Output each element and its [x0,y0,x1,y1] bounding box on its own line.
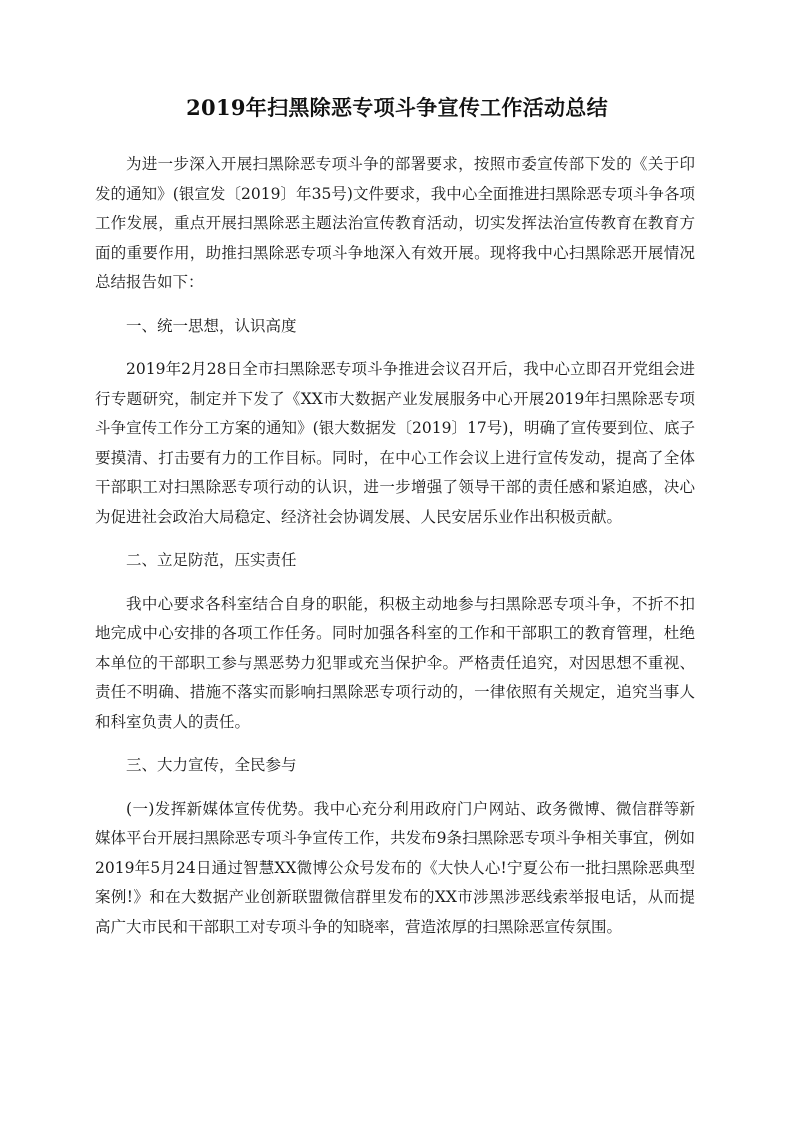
paragraph-spacer [95,298,695,312]
section-heading-1: 一、统一思想，认识高度 [126,316,297,335]
section-2-paragraph: 我中心要求各科室结合自身的职能，积极主动地参与扫黑除恶专项斗争，不折不扣地完成中心安排的各项工作任务。同时加强各科室的工作和干部职工的教育管理，杜绝本单位的干部职工参与黑恶势力犯罪或充当保护伞。严格责任追究，对因思想不重视、责任不明确、措施不落实而影响扫黑除恶专项行动的，一律依照有关规定，追究当事人和科室负责人的责任。 [95,594,695,731]
document-title: 2019年扫黑除恶专项斗争宣传工作活动总结 [186,95,608,120]
paragraph-spacer [95,576,695,590]
section-3-paragraph: (一)发挥新媒体宣传优势。我中心充分利用政府门户网站、政务微博、微信群等新媒体平台开展扫黑除恶专项斗争宣传工作，共发布9条扫黑除恶专项斗争相关事宜，例如2019年5月24日通过智慧XX微博公众号发布的《大快人心!宁夏公布一批扫黑除恶典型案例!》和在大数据产业创新联盟微信群里发布的XX市涉黑涉恶线索举报电话，从而提高广大市民和干部职工对专项斗争的知晓率，营造浓厚的扫黑除恶宣传氛围。 [95,799,695,936]
paragraph-spacer [95,737,695,751]
section-heading-3: 三、大力宣传，全民参与 [126,756,297,774]
section-heading-2: 二、立足防范，压实责任 [126,551,297,569]
paragraph-spacer [95,341,695,355]
section-1-paragraph: 2019年2月28日全市扫黑除恶专项斗争推进会议召开后，我中心立即召开党组会进行专题研究，制定并下发了《XX市大数据产业发展服务中心开展2019年扫黑除恶专项斗争宣传工作分工方案的通知》(银大数据发〔2019〕17号)，明确了宣传要到位、底子要摸清、打击要有力的工作目标。同时，在中心工作会议上进行宣传发动，提高了全体干部职工对扫黑除恶专项行动的认识，进一步增强了领导干部的责任感和紧迫感，决心为促进社会政治大局稳定、经济社会协调发展、人民安居乐业作出积极贡献。 [95,360,695,526]
document-body [95,150,695,942]
paragraph-spacer [95,532,695,546]
paragraph-spacer [95,781,695,795]
intro-paragraph: 为进一步深入开展扫黑除恶专项斗争的部署要求，按照市委宣传部下发的《关于印发的通知》(银宣发〔2019〕年35号)文件要求，我中心全面推进扫黑除恶专项斗争各项工作发展，重点开展扫黑除恶主题法治宣传教育活动，切实发挥法治宣传教育在教育方面的重要作用，助推扫黑除恶专项斗争地深入有效开展。现将我中心扫黑除恶开展情况总结报告如下： [95,155,695,291]
